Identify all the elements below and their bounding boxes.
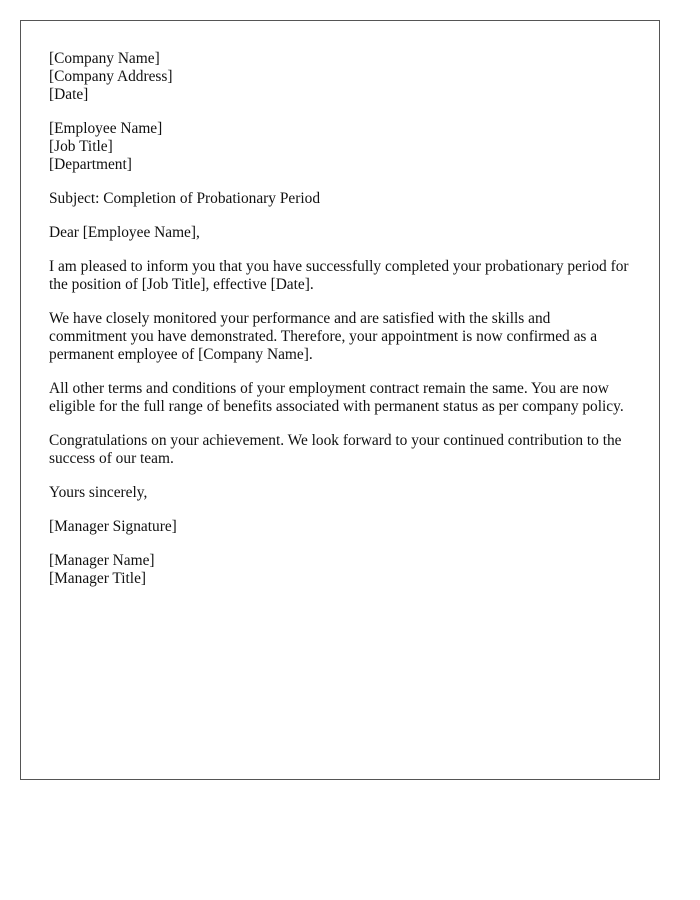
- letter-page: [20, 20, 660, 780]
- recipient-block: [49, 120, 631, 174]
- company-name: [Company Name]: [49, 50, 160, 67]
- manager-title: [Manager Title]: [49, 570, 147, 587]
- signature-placeholder: [Manager Signature]: [49, 518, 177, 535]
- sender-block: [49, 50, 631, 104]
- subject-line: Subject: Completion of Probationary Period: [49, 190, 321, 207]
- job-title: [Job Title]: [49, 138, 113, 155]
- salutation: Dear [Employee Name],: [49, 224, 200, 241]
- letter-date: [Date]: [49, 86, 89, 103]
- manager-name: [Manager Name]: [49, 552, 155, 569]
- company-address: [Company Address]: [49, 68, 173, 85]
- signer-block: [49, 552, 631, 588]
- body-paragraph-3: All other terms and conditions of your employment contract remain the same. You are now eligible for the full range of benefits associated with permanent status as per company policy.: [49, 380, 624, 415]
- employee-name: [Employee Name]: [49, 120, 163, 137]
- body-paragraph-4: Congratulations on your achievement. We look forward to your continued contribution to the success of our team.: [49, 432, 622, 467]
- closing: Yours sincerely,: [49, 484, 148, 501]
- body-paragraph-1: I am pleased to inform you that you have successfully completed your probationary period for the position of [Job Title], effective [Date].: [49, 258, 629, 293]
- department: [Department]: [49, 156, 132, 173]
- body-paragraph-2: We have closely monitored your performance and are satisfied with the skills and commitment you have demonstrated. Therefore, your appointment is now confirmed as a permanent employee of [Company Name].: [49, 310, 598, 363]
